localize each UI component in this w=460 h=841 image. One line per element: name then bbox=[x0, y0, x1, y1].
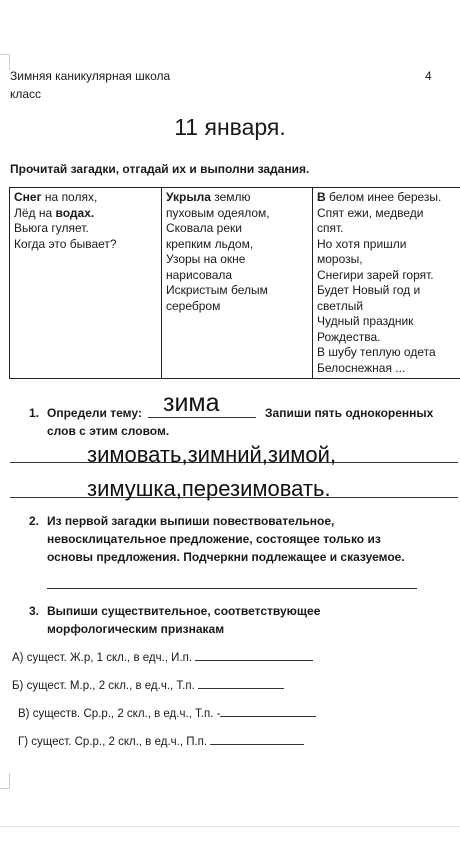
task-1-text: Запиши пять однокоренных bbox=[265, 406, 434, 420]
school-header bbox=[10, 67, 170, 103]
item-c: В) существ. Ср.р., 2 скл., в ед.ч., Т.п. - bbox=[18, 708, 316, 720]
item-c-blank bbox=[220, 716, 316, 717]
task-1-words-line-2: зимушка,перезимовать. bbox=[87, 476, 331, 501]
task-1-label: Определи тему: bbox=[47, 406, 142, 420]
page-bottom-edge bbox=[0, 826, 460, 827]
riddle-1: Снег на полях, Лёд на водах. Вьюга гуляет. Когда это бывает? bbox=[10, 188, 162, 379]
task-1-answer: зима bbox=[163, 389, 220, 417]
item-a: А) сущест. Ж.р, 1 скл., в едч., И.п. bbox=[12, 652, 313, 664]
corner-mark-bottom-v bbox=[9, 773, 10, 789]
grade-word: класс bbox=[10, 87, 42, 101]
task-2-number: 2. bbox=[29, 514, 40, 528]
task-2-text: Из первой загадки выпиши повествовательное, невосклицательное предложение, состоящее только из основы предложения. Подчеркни подлежащее и сказуемое. bbox=[47, 514, 405, 564]
task-1-number: 1. bbox=[29, 406, 40, 420]
task-3-text: Выпиши существительное, соответствующее морфологическим признакам bbox=[47, 604, 321, 636]
task-1-text-2: слов с этим словом. bbox=[47, 424, 170, 438]
item-b-blank bbox=[198, 688, 284, 689]
item-d-blank bbox=[210, 744, 304, 745]
item-b: Б) сущест. М.р., 2 скл., в ед.ч., Т.п. bbox=[12, 680, 284, 692]
instruction: Прочитай загадки, отгадай их и выполни задания. bbox=[10, 162, 310, 176]
task-1-words-line-1: зимовать,зимний,зимой, bbox=[87, 442, 337, 467]
grade-number: 4 bbox=[425, 69, 432, 83]
item-a-blank bbox=[195, 660, 313, 661]
riddle-3: В белом инее березы. Спят ежи, медведи спят. Но хотя пришли морозы, Снегири зарей горят. Будет Новый год и светлый Чудный праздник Рождества. В шубу теплую одета Белоснежная ... bbox=[313, 188, 460, 379]
corner-mark-top-h bbox=[0, 54, 10, 55]
school-name: Зимняя каникулярная школа bbox=[10, 69, 171, 83]
page-date: 11 января. bbox=[174, 114, 286, 140]
item-d: Г) сущест. Ср.р., 2 скл., в ед.ч., П.п. bbox=[18, 736, 304, 748]
corner-mark-bottom-h bbox=[0, 788, 10, 789]
task-3-number: 3. bbox=[29, 604, 40, 618]
task-2-answer-line bbox=[47, 588, 417, 589]
riddles-table bbox=[9, 187, 460, 379]
riddle-2: Укрыла землю пуховым одеялом, Сковала реки крепким льдом, Узоры на окне нарисовала Искристым белым серебром bbox=[162, 188, 313, 379]
